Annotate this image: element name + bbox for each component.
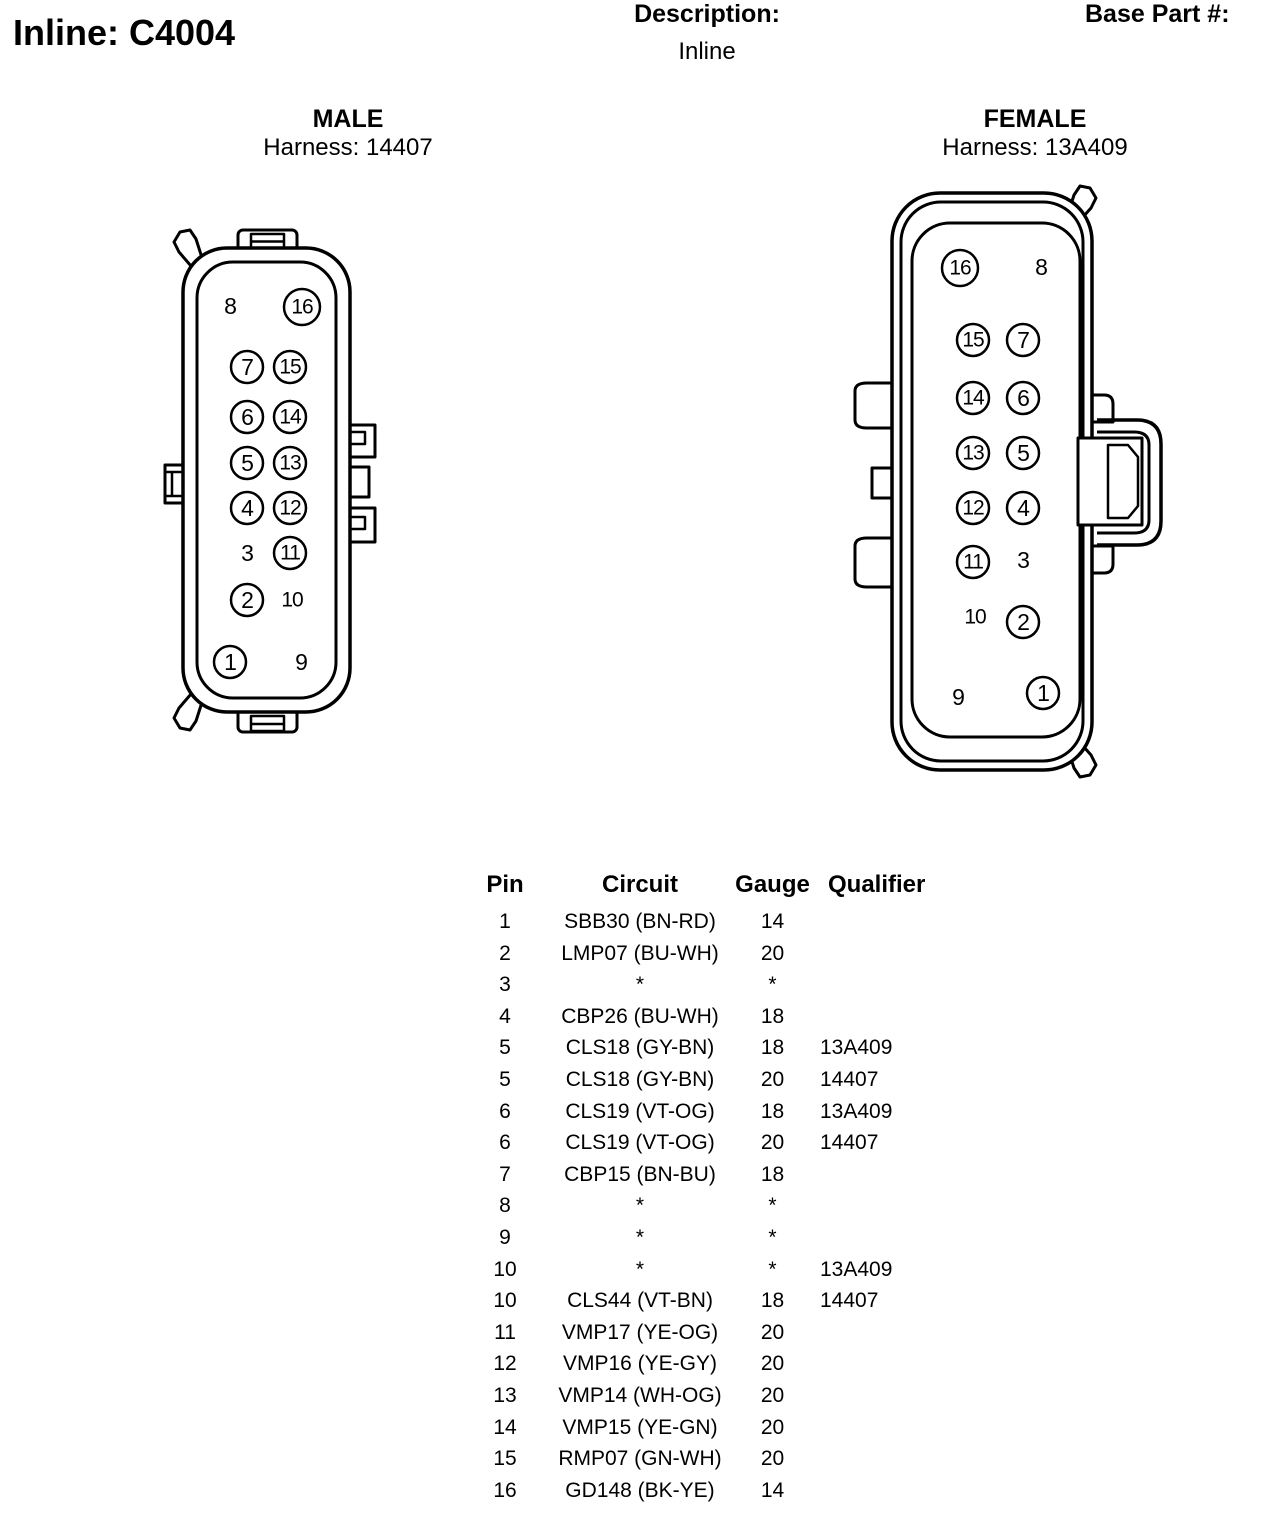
svg-text:5: 5: [241, 450, 253, 476]
table-row: [455, 1032, 970, 1064]
female-shell-outline: [892, 193, 1092, 770]
cell-pin: 11: [494, 1320, 516, 1344]
cell-pin: 1: [499, 910, 511, 933]
cell-pin: 3: [499, 973, 511, 997]
cell-qual: 13A409: [820, 1036, 893, 1060]
table-row: [455, 969, 970, 1001]
svg-text:8: 8: [224, 293, 236, 319]
cell-circuit: VMP14 (WH-OG): [558, 1383, 722, 1407]
svg-text:3: 3: [241, 540, 253, 566]
pin-11: [274, 537, 306, 569]
pin-3: [1017, 547, 1029, 573]
pin-1: [214, 646, 246, 678]
female-connector-title: FEMALE: [983, 105, 1087, 133]
pin-2: [231, 584, 263, 616]
svg-text:7: 7: [241, 354, 253, 380]
cell-gauge: 20: [760, 1383, 785, 1407]
table-row: [455, 1127, 970, 1159]
cell-circuit: GD148 (BK-YE): [565, 1478, 715, 1502]
female-connector-harness: Harness: 13A409: [942, 134, 1128, 161]
svg-text:14: 14: [962, 386, 984, 410]
cell-pin: 10: [493, 1257, 517, 1281]
svg-text:6: 6: [241, 404, 253, 430]
male-connector-title: MALE: [312, 105, 384, 133]
pin-10: [281, 589, 303, 612]
cell-gauge: 20: [760, 1131, 785, 1155]
cell-circuit: RMP07 (GN-WH): [558, 1447, 722, 1471]
pin-6: [1007, 382, 1039, 414]
pin-4: [231, 492, 263, 524]
table-row: [455, 1159, 970, 1191]
pin-16: [942, 250, 978, 286]
svg-text:2: 2: [1017, 609, 1029, 635]
svg-text:15: 15: [962, 328, 984, 352]
cell-pin: 13: [493, 1383, 517, 1407]
cell-circuit: CLS18 (GY-BN): [565, 1036, 715, 1060]
svg-text:1: 1: [224, 649, 236, 675]
cell-qual: 14407: [820, 1289, 879, 1313]
svg-text:9: 9: [295, 649, 307, 675]
column-header-qualifier: Qualifier: [828, 871, 926, 898]
pin-table-header: [455, 870, 970, 906]
svg-text:10: 10: [964, 605, 986, 629]
cell-gauge: 14: [760, 910, 785, 933]
cell-qual: [820, 1222, 970, 1254]
svg-text:12: 12: [279, 496, 301, 520]
cell-qual: [820, 1475, 970, 1507]
table-row: [455, 1254, 970, 1286]
cell-circuit: *: [635, 973, 645, 997]
pin-14: [957, 382, 989, 414]
cell-gauge: 20: [760, 1352, 785, 1376]
table-row: [455, 1285, 970, 1317]
column-header-pin: Pin: [486, 871, 524, 898]
cell-circuit: *: [635, 1257, 645, 1281]
svg-text:13: 13: [279, 451, 301, 475]
cell-pin: 12: [493, 1352, 517, 1376]
description-value: Inline: [678, 38, 736, 65]
pin-5: [1007, 437, 1039, 469]
svg-text:5: 5: [1017, 440, 1029, 466]
pin-15: [274, 351, 306, 383]
pin-16: [284, 289, 320, 325]
cell-gauge: *: [768, 1194, 777, 1218]
cell-pin: 4: [499, 1004, 511, 1028]
pin-6: [231, 401, 263, 433]
cell-gauge: *: [768, 973, 777, 997]
table-row: [455, 1001, 970, 1033]
male-right-tabs: [350, 425, 375, 542]
cell-gauge: 18: [760, 1004, 785, 1028]
cell-qual: [820, 969, 970, 1001]
cell-pin: 7: [499, 1162, 511, 1186]
svg-text:13: 13: [962, 441, 984, 465]
svg-text:16: 16: [949, 256, 971, 280]
pin-13: [957, 437, 989, 469]
base-part-label: Base Part #:: [1085, 0, 1230, 28]
svg-text:8: 8: [1035, 254, 1047, 280]
male-body-outline: [183, 248, 350, 712]
cell-circuit: VMP16 (YE-GY): [562, 1352, 718, 1376]
female-connector-diagram: [845, 180, 1175, 800]
pin-8: [224, 293, 236, 319]
table-row: [455, 1317, 970, 1349]
cell-gauge: 20: [760, 1415, 785, 1439]
cell-circuit: CLS19 (VT-OG): [565, 1131, 715, 1155]
table-row: [455, 1190, 970, 1222]
pin-12: [274, 492, 306, 524]
cell-circuit: CBP15 (BN-BU): [564, 1162, 716, 1186]
description-label: Description:: [634, 0, 780, 28]
svg-text:4: 4: [1017, 495, 1029, 521]
pin-7: [231, 351, 263, 383]
cell-qual: 13A409: [820, 1257, 893, 1281]
pin-10: [964, 606, 986, 629]
pin-13: [274, 447, 306, 479]
cell-pin: 16: [493, 1478, 517, 1502]
cell-pin: 2: [499, 941, 511, 965]
pin-14: [274, 401, 306, 433]
svg-text:14: 14: [279, 405, 301, 429]
cell-qual: [820, 938, 970, 970]
svg-text:15: 15: [279, 355, 301, 379]
table-row: [455, 1348, 970, 1380]
cell-qual: [820, 1190, 970, 1222]
table-row: [455, 1222, 970, 1254]
cell-gauge: 18: [760, 1289, 785, 1313]
cell-gauge: 14: [760, 1478, 785, 1502]
cell-gauge: 18: [760, 1162, 785, 1186]
male-left-tab: [165, 465, 183, 503]
male-connector-diagram: [155, 218, 425, 778]
svg-text:7: 7: [1017, 327, 1029, 353]
column-header-circuit: Circuit: [601, 871, 678, 898]
cell-qual: [820, 1348, 970, 1380]
pin-7: [1007, 324, 1039, 356]
cell-gauge: 18: [760, 1036, 785, 1060]
cell-circuit: VMP17 (YE-OG): [561, 1320, 719, 1344]
cell-circuit: CLS18 (GY-BN): [565, 1067, 715, 1091]
cell-gauge: *: [768, 1225, 777, 1249]
cell-pin: 6: [499, 1131, 511, 1155]
cell-circuit: *: [635, 1225, 645, 1249]
cell-qual: [820, 1412, 970, 1444]
cell-pin: 5: [499, 1067, 511, 1091]
svg-text:4: 4: [241, 495, 253, 521]
svg-text:6: 6: [1017, 385, 1029, 411]
cell-qual: [820, 1317, 970, 1349]
male-connector-harness: Harness: 14407: [263, 134, 433, 161]
pin-3: [241, 540, 253, 566]
table-row: [455, 1443, 970, 1475]
cell-pin: 8: [499, 1194, 511, 1218]
cell-qual: 14407: [820, 1131, 879, 1155]
pin-9: [295, 649, 307, 675]
cell-circuit: CBP26 (BU-WH): [561, 1004, 719, 1028]
cell-pin: 6: [499, 1099, 511, 1123]
table-row: [455, 1475, 970, 1507]
cell-pin: 14: [493, 1415, 517, 1439]
cell-circuit: LMP07 (BU-WH): [561, 941, 719, 965]
page-title: Inline: C4004: [13, 12, 236, 53]
cell-gauge: *: [768, 1257, 777, 1281]
cell-circuit: *: [635, 1194, 645, 1218]
pin-12: [957, 492, 989, 524]
cell-gauge: 20: [760, 1447, 785, 1471]
pin-9: [952, 684, 964, 710]
svg-text:11: 11: [963, 550, 983, 574]
pin-1: [1027, 677, 1059, 709]
cell-pin: 15: [493, 1447, 517, 1471]
svg-text:2: 2: [241, 587, 253, 613]
pin-2: [1007, 606, 1039, 638]
cell-qual: [820, 1380, 970, 1412]
cell-qual: [820, 1001, 970, 1033]
svg-text:11: 11: [280, 541, 300, 565]
cell-pin: 10: [493, 1289, 517, 1313]
svg-text:12: 12: [962, 496, 984, 520]
cell-circuit: CLS44 (VT-BN): [567, 1289, 713, 1313]
cell-qual: [820, 1159, 970, 1191]
cell-qual: [820, 906, 970, 938]
cell-gauge: 20: [760, 1320, 785, 1344]
pin-table: [455, 870, 970, 1506]
cell-qual: [820, 1443, 970, 1475]
column-header-gauge: Gauge: [735, 871, 810, 898]
cell-pin: 5: [499, 1036, 511, 1060]
table-row: [455, 938, 970, 970]
cell-circuit: CLS19 (VT-OG): [565, 1099, 715, 1123]
table-row: [455, 1412, 970, 1444]
cell-gauge: 18: [760, 1099, 785, 1123]
cell-circuit: SBB30 (BN-RD): [564, 910, 716, 933]
pin-4: [1007, 492, 1039, 524]
table-row: [455, 1380, 970, 1412]
svg-text:16: 16: [291, 295, 313, 319]
table-row: [455, 1064, 970, 1096]
pin-8: [1035, 254, 1047, 280]
cell-gauge: 20: [760, 941, 785, 965]
pin-11: [957, 546, 989, 578]
table-row: [455, 1096, 970, 1128]
pin-table-body: [455, 906, 970, 1506]
cell-pin: 9: [499, 1225, 511, 1249]
pin-5: [231, 447, 263, 479]
table-row: [455, 906, 970, 938]
cell-qual: 13A409: [820, 1099, 893, 1123]
cell-circuit: VMP15 (YE-GN): [562, 1415, 718, 1439]
cell-qual: 14407: [820, 1067, 879, 1091]
pin-15: [957, 324, 989, 356]
svg-text:3: 3: [1017, 547, 1029, 573]
cell-gauge: 20: [760, 1067, 785, 1091]
svg-text:1: 1: [1037, 680, 1049, 706]
svg-text:10: 10: [281, 588, 303, 612]
svg-text:9: 9: [952, 684, 964, 710]
